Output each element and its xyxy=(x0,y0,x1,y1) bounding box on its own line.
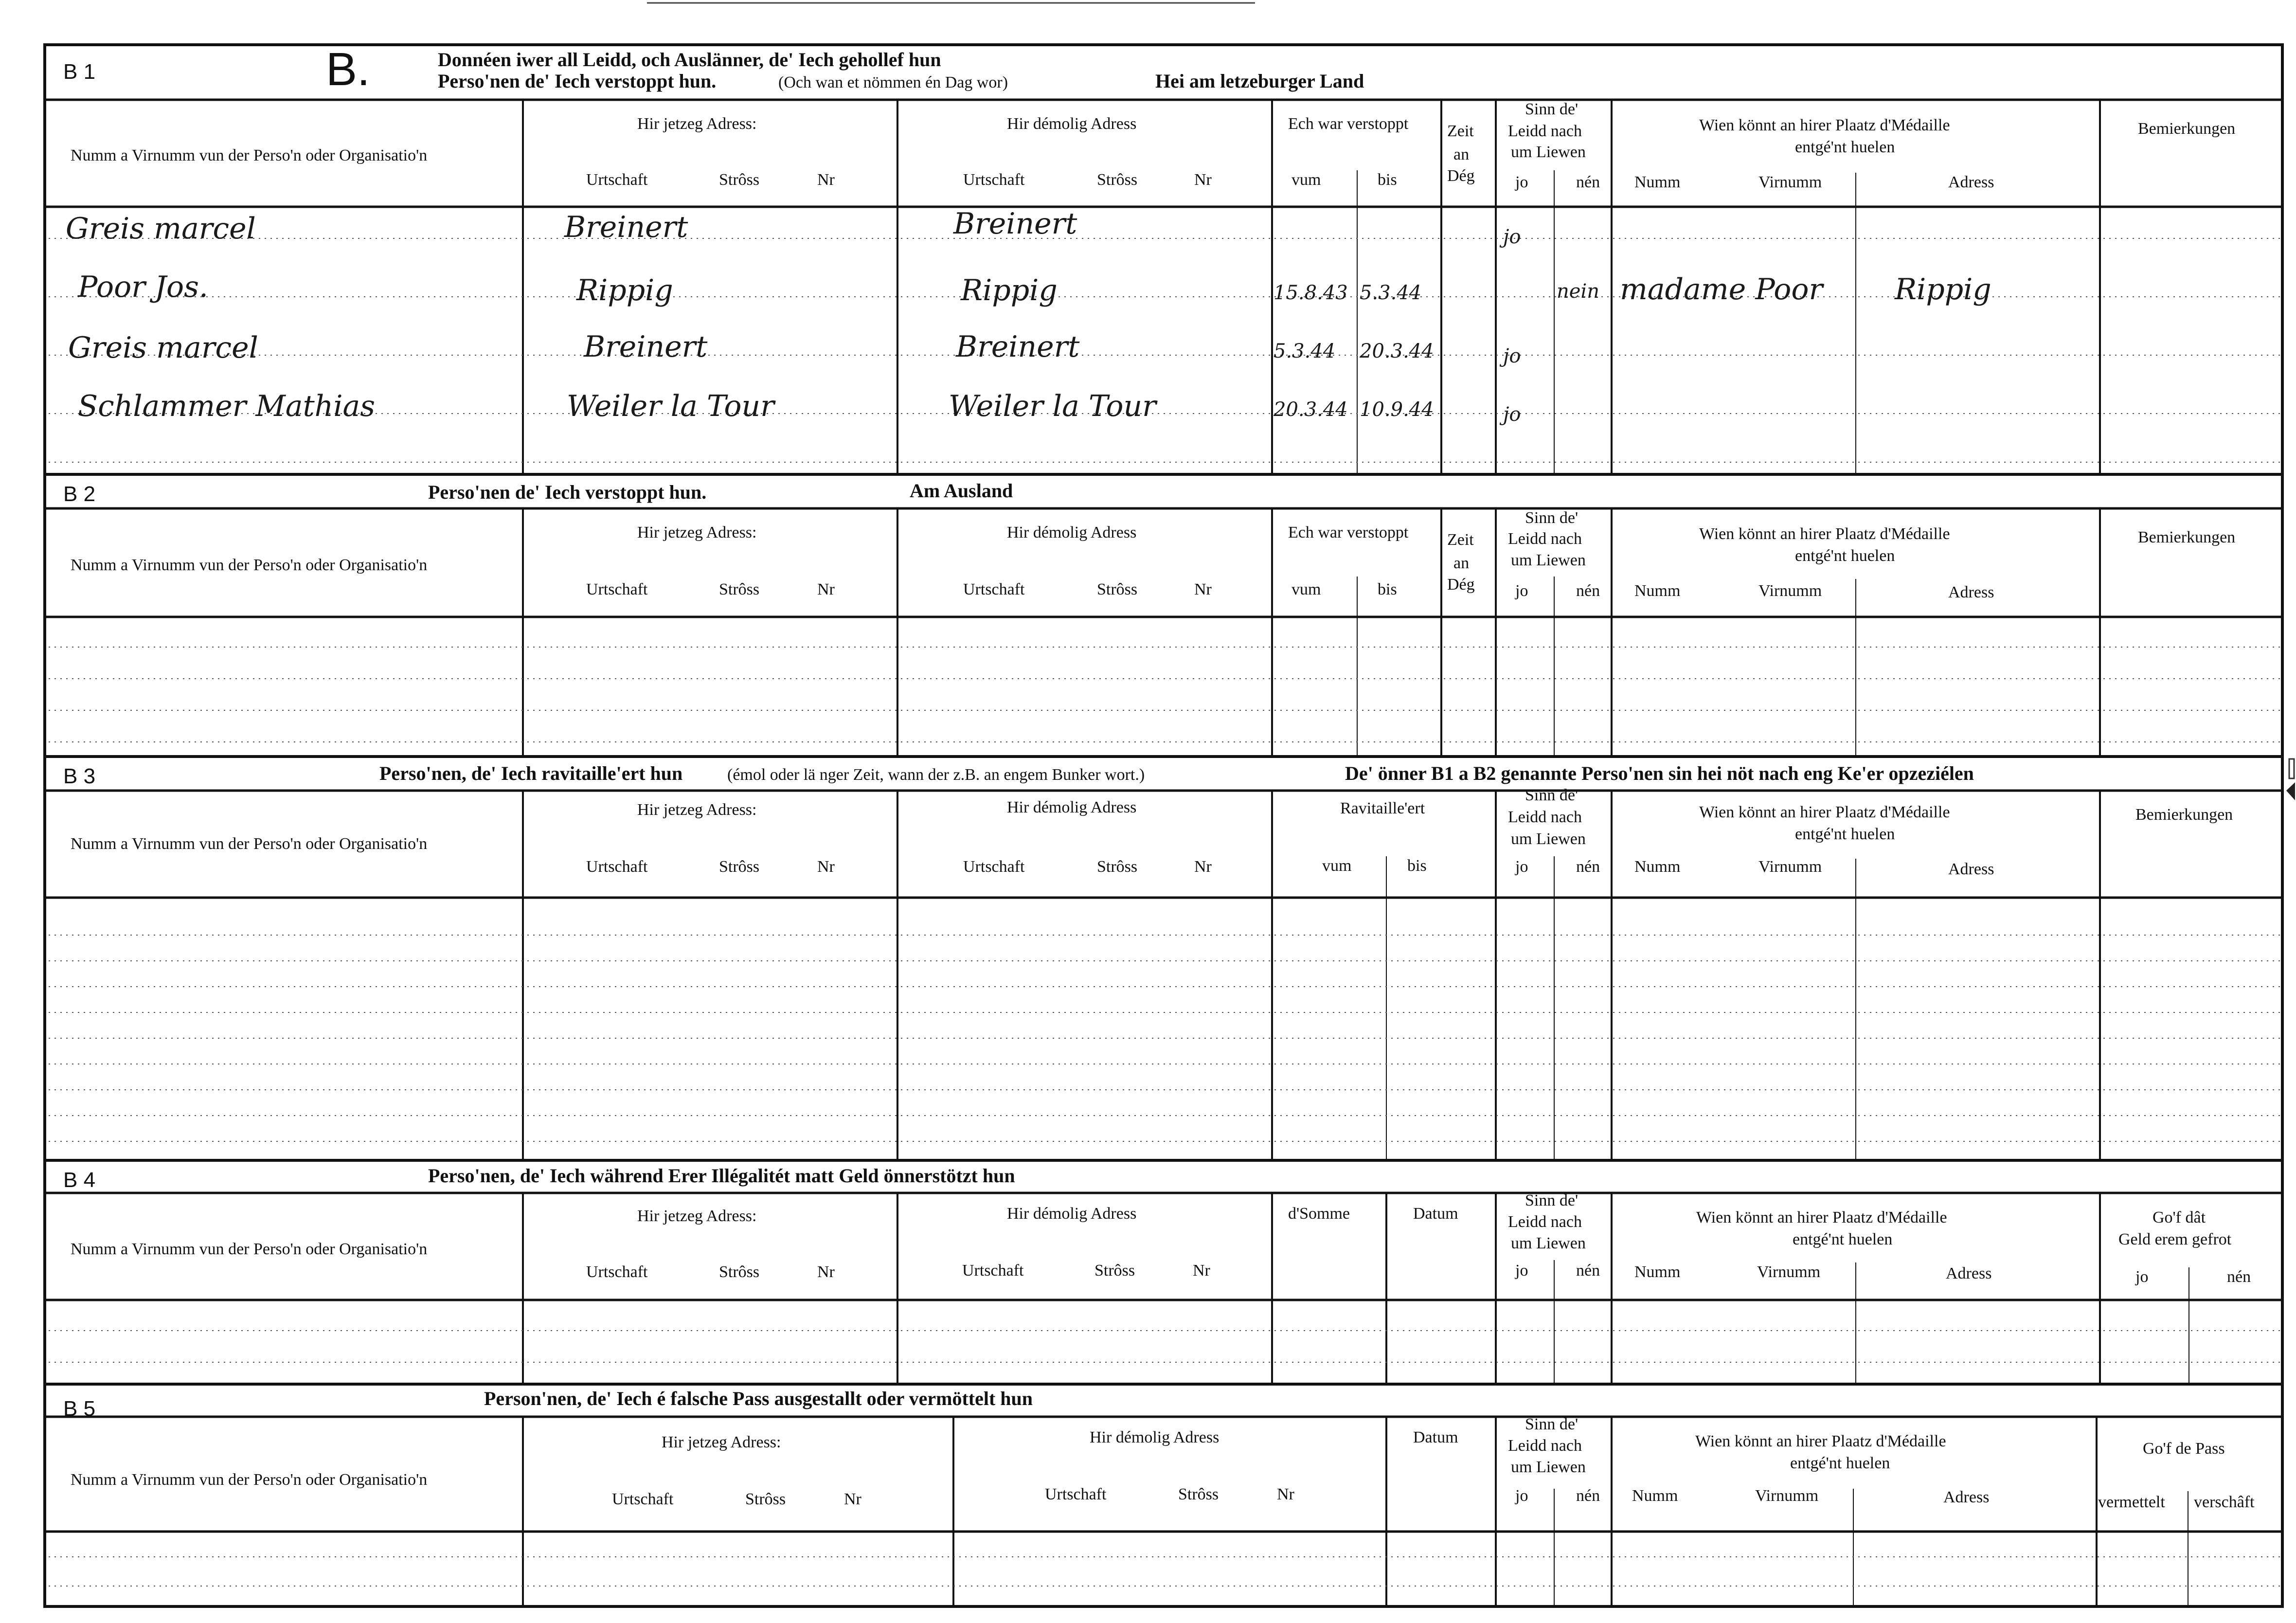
entry-vum: 15.8.43 xyxy=(1274,282,1348,304)
col-medal: entgé'nt huelen xyxy=(1795,138,1895,156)
col-vum: vum xyxy=(1322,857,1352,875)
col-bis: bis xyxy=(1407,857,1427,875)
col-vermettelt: vermettelt xyxy=(2098,1493,2165,1511)
section-title: Perso'nen, de' Iech ravitaille'ert hun xyxy=(379,762,683,784)
col-nen: nén xyxy=(1576,858,1600,876)
col-zeit: Zeit xyxy=(1447,122,1474,140)
col-former-address: Hir démolig Adress xyxy=(1007,115,1137,133)
col-medal: entgé'nt huelen xyxy=(1790,1454,1890,1472)
col-vum: vum xyxy=(1292,580,1321,598)
col-alive: Leidd nach xyxy=(1508,530,1582,548)
col-strooss: Strôss xyxy=(719,1263,760,1281)
entry-alive: nein xyxy=(1557,280,1599,303)
col-jo: jo xyxy=(2135,1268,2149,1286)
col-nr: Nr xyxy=(1193,1262,1210,1280)
col-former-address: Hir démolig Adress xyxy=(1007,798,1137,816)
section-title-note: (Och wan et nömmen én Dag wor) xyxy=(778,73,1008,91)
entry-name: Poor Jos. xyxy=(78,270,208,304)
col-former-address: Hir démolig Adress xyxy=(1007,1205,1137,1223)
entry-bis: 20.3.44 xyxy=(1360,340,1434,362)
col-zeit: Dég xyxy=(1447,167,1475,185)
col-medal: Wien könnt an hirer Plaatz d'Médaille xyxy=(1699,803,1950,821)
col-alive: Sinn de' xyxy=(1525,100,1578,118)
col-adress: Adress xyxy=(1948,860,1994,878)
table-row xyxy=(68,330,1521,367)
col-nen: nén xyxy=(2227,1268,2251,1286)
col-ortschaft: Urtschaft xyxy=(586,858,648,876)
col-name: Numm a Virnumm vun der Perso'n oder Organisatio'n xyxy=(71,556,428,574)
col-jo: jo xyxy=(1515,582,1528,600)
col-nr: Nr xyxy=(1194,580,1212,598)
col-zeit: an xyxy=(1453,145,1470,163)
col-strooss: Strôss xyxy=(1097,580,1138,598)
entry-alive: jo xyxy=(1503,403,1521,426)
col-alive: Sinn de' xyxy=(1525,786,1578,804)
col-alive: Leidd nach xyxy=(1508,1213,1582,1231)
col-vum: vum xyxy=(1292,171,1321,189)
col-remarks: Bemierkungen xyxy=(2138,528,2236,546)
entry-name: Schlammer Mathias xyxy=(78,389,376,423)
section-title: Person'nen, de' Iech é falsche Pass ausgestallt oder vermöttelt hun xyxy=(484,1388,1033,1409)
col-virnumm: Virnumm xyxy=(1758,582,1822,600)
col-virnumm: Virnumm xyxy=(1758,173,1822,191)
entry-current-address: Rippig xyxy=(576,273,673,307)
entry-current-address: Weiler la Tour xyxy=(567,389,774,423)
col-strooss: Strôss xyxy=(1094,1262,1135,1280)
col-medal: entgé'nt huelen xyxy=(1793,1230,1893,1248)
col-medal: entgé'nt huelen xyxy=(1795,547,1895,565)
col-alive: Sinn de' xyxy=(1525,509,1578,527)
col-ortschaft: Urtschaft xyxy=(962,1262,1024,1280)
col-zeit: an xyxy=(1453,554,1470,572)
col-remarks: Bemierkungen xyxy=(2135,806,2233,824)
col-alive: Leidd nach xyxy=(1508,1437,1582,1455)
col-bis: bis xyxy=(1378,171,1397,189)
col-ravitaillert: Ravitaille'ert xyxy=(1340,799,1425,817)
col-medal: Wien könnt an hirer Plaatz d'Médaille xyxy=(1696,1208,1947,1226)
section-b1 xyxy=(45,43,2282,474)
entry-bis: 10.9.44 xyxy=(1360,398,1434,421)
section-title: Perso'nen de' Iech verstoppt hun. xyxy=(438,70,717,92)
col-strooss: Strôss xyxy=(719,858,760,876)
col-current-address: Hir jetzeg Adress: xyxy=(637,115,757,133)
col-former-address: Hir démolig Adress xyxy=(1007,523,1137,541)
col-numm: Numm xyxy=(1634,173,1681,191)
col-ortschaft: Urtschaft xyxy=(1045,1485,1107,1503)
page-letter: B. xyxy=(326,43,370,95)
entry-former-address: Rippig xyxy=(961,273,1058,307)
col-somme: d'Somme xyxy=(1288,1205,1350,1223)
col-nr: Nr xyxy=(1194,171,1212,189)
section-code: B 4 xyxy=(63,1168,96,1192)
col-jo: jo xyxy=(1515,1487,1528,1505)
section-title: Perso'nen de' Iech verstoppt hun. xyxy=(428,481,707,503)
col-alive: Leidd nach xyxy=(1508,122,1582,140)
col-nr: Nr xyxy=(817,1263,835,1281)
col-numm: Numm xyxy=(1634,582,1681,600)
col-zeit: Dég xyxy=(1447,576,1475,594)
col-name: Numm a Virnumm vun der Perso'n oder Organisatio'n xyxy=(71,1471,428,1489)
section-code: B 5 xyxy=(63,1397,96,1421)
col-virnumm: Virnumm xyxy=(1758,858,1822,876)
col-nen: nén xyxy=(1576,1262,1600,1280)
col-strooss: Strôss xyxy=(1097,171,1138,189)
section-title: Am Ausland xyxy=(910,480,1013,502)
col-remarks: Bemierkungen xyxy=(2138,120,2236,138)
col-ortschaft: Urtschaft xyxy=(963,171,1025,189)
col-hidden: Ech war verstoppt xyxy=(1288,115,1409,133)
entry-name: Greis marcel xyxy=(68,331,258,365)
entry-bis: 5.3.44 xyxy=(1360,282,1422,304)
entry-name: Greis marcel xyxy=(66,212,256,246)
col-adress: Adress xyxy=(1943,1488,1990,1506)
col-current-address: Hir jetzeg Adress: xyxy=(637,1207,757,1225)
table-row xyxy=(78,389,1521,426)
col-strooss: Strôss xyxy=(719,580,760,598)
col-nen: nén xyxy=(1576,173,1600,191)
col-nr: Nr xyxy=(1277,1485,1294,1503)
col-ortschaft: Urtschaft xyxy=(963,580,1025,598)
col-gof-geld: Geld erem gefrot xyxy=(2118,1230,2232,1248)
col-strooss: Strôss xyxy=(745,1490,786,1508)
col-verschaft: verschâft xyxy=(2194,1493,2255,1511)
col-numm: Numm xyxy=(1634,1263,1681,1281)
col-ortschaft: Urtschaft xyxy=(586,580,648,598)
col-nr: Nr xyxy=(817,171,835,189)
table-row xyxy=(66,207,1521,248)
col-name: Numm a Virnumm vun der Perso'n oder Organisatio'n xyxy=(71,835,428,853)
col-nr: Nr xyxy=(817,858,835,876)
col-current-address: Hir jetzeg Adress: xyxy=(662,1433,781,1451)
col-medal: Wien könnt an hirer Plaatz d'Médaille xyxy=(1695,1432,1946,1450)
entry-alive: jo xyxy=(1503,345,1521,367)
col-zeit: Zeit xyxy=(1447,531,1474,549)
col-former-address: Hir démolig Adress xyxy=(1090,1428,1220,1446)
col-datum: Datum xyxy=(1413,1205,1458,1223)
entry-former-address: Breinert xyxy=(953,207,1077,241)
col-jo: jo xyxy=(1515,1262,1528,1280)
col-numm: Numm xyxy=(1634,858,1681,876)
entry-current-address: Breinert xyxy=(564,210,688,244)
section-title-note: (émol oder lä nger Zeit, wann der z.B. an engem Bunker wort.) xyxy=(727,766,1145,784)
section-title: Perso'nen, de' Iech während Erer Illégalitét matt Geld önnerstötzt hun xyxy=(428,1165,1015,1187)
col-ortschaft: Urtschaft xyxy=(586,1263,648,1281)
col-hidden: Ech war verstoppt xyxy=(1288,523,1409,541)
section-title: De' önner B1 a B2 genannte Perso'nen sin hei nöt nach eng Ke'er opzeziélen xyxy=(1345,762,1974,784)
col-alive: Sinn de' xyxy=(1525,1415,1578,1433)
entry-former-address: Breinert xyxy=(956,330,1080,364)
section-title: Donnéen iwer all Leidd, och Auslänner, de' Iech gehollef hun xyxy=(438,49,941,71)
entry-medal-name: madame Poor xyxy=(1620,272,1823,307)
entry-former-address: Weiler la Tour xyxy=(949,389,1156,423)
col-virnumm: Virnumm xyxy=(1755,1487,1819,1505)
section-b4 xyxy=(45,1160,2282,1384)
col-strooss: Strôss xyxy=(1097,858,1138,876)
col-current-address: Hir jetzeg Adress: xyxy=(637,523,757,541)
col-alive: um Liewen xyxy=(1511,143,1586,161)
col-adress: Adress xyxy=(1948,583,1994,601)
section-b2 xyxy=(45,474,2282,757)
col-gof-geld: Go'f dât xyxy=(2152,1208,2206,1226)
col-current-address: Hir jetzeg Adress: xyxy=(637,801,757,819)
entry-vum: 20.3.44 xyxy=(1274,398,1348,421)
section-code: B 1 xyxy=(63,60,96,84)
col-adress: Adress xyxy=(1946,1264,1992,1282)
col-datum: Datum xyxy=(1413,1428,1458,1446)
col-alive: Leidd nach xyxy=(1508,808,1582,826)
col-alive: Sinn de' xyxy=(1525,1191,1578,1209)
col-virnumm: Virnumm xyxy=(1757,1263,1821,1281)
col-ortschaft: Urtschaft xyxy=(586,171,648,189)
section-b5 xyxy=(45,1384,2282,1606)
col-ortschaft: Urtschaft xyxy=(963,858,1025,876)
section-b3 xyxy=(45,757,2282,1160)
col-jo: jo xyxy=(1515,173,1528,191)
col-gof-pass: Go'f de Pass xyxy=(2143,1440,2225,1458)
entry-medal-address: Rippig xyxy=(1895,272,1991,307)
col-jo: jo xyxy=(1515,858,1528,876)
col-nen: nén xyxy=(1576,1487,1600,1505)
col-strooss: Strôss xyxy=(719,171,760,189)
col-numm: Numm xyxy=(1632,1487,1678,1505)
col-strooss: Strôss xyxy=(1178,1485,1219,1503)
col-medal: Wien könnt an hirer Plaatz d'Médaille xyxy=(1699,116,1950,134)
section-title: Hei am letzeburger Land xyxy=(1155,70,1364,92)
col-alive: um Liewen xyxy=(1511,830,1586,848)
table-row xyxy=(77,270,1991,307)
col-bis: bis xyxy=(1378,580,1397,598)
col-name: Numm a Virnumm vun der Perso'n oder Organisatio'n xyxy=(71,1240,428,1258)
section-code: B 3 xyxy=(63,764,96,788)
col-medal: Wien könnt an hirer Plaatz d'Médaille xyxy=(1699,525,1950,543)
section-code: B 2 xyxy=(63,482,96,506)
entry-vum: 5.3.44 xyxy=(1274,340,1336,362)
col-nr: Nr xyxy=(1194,858,1212,876)
col-alive: um Liewen xyxy=(1511,551,1586,569)
col-adress: Adress xyxy=(1948,173,1994,191)
col-alive: um Liewen xyxy=(1511,1458,1586,1476)
col-ortschaft: Urtschaft xyxy=(612,1490,674,1508)
col-medal: entgé'nt huelen xyxy=(1795,825,1895,843)
col-name: Numm a Virnumm vun der Perso'n oder Organisatio'n xyxy=(71,146,428,164)
entry-alive: jo xyxy=(1503,226,1521,248)
entry-current-address: Breinert xyxy=(584,330,708,364)
col-alive: um Liewen xyxy=(1511,1234,1586,1252)
col-nr: Nr xyxy=(817,580,835,598)
col-nen: nén xyxy=(1576,582,1600,600)
col-nr: Nr xyxy=(844,1490,861,1508)
